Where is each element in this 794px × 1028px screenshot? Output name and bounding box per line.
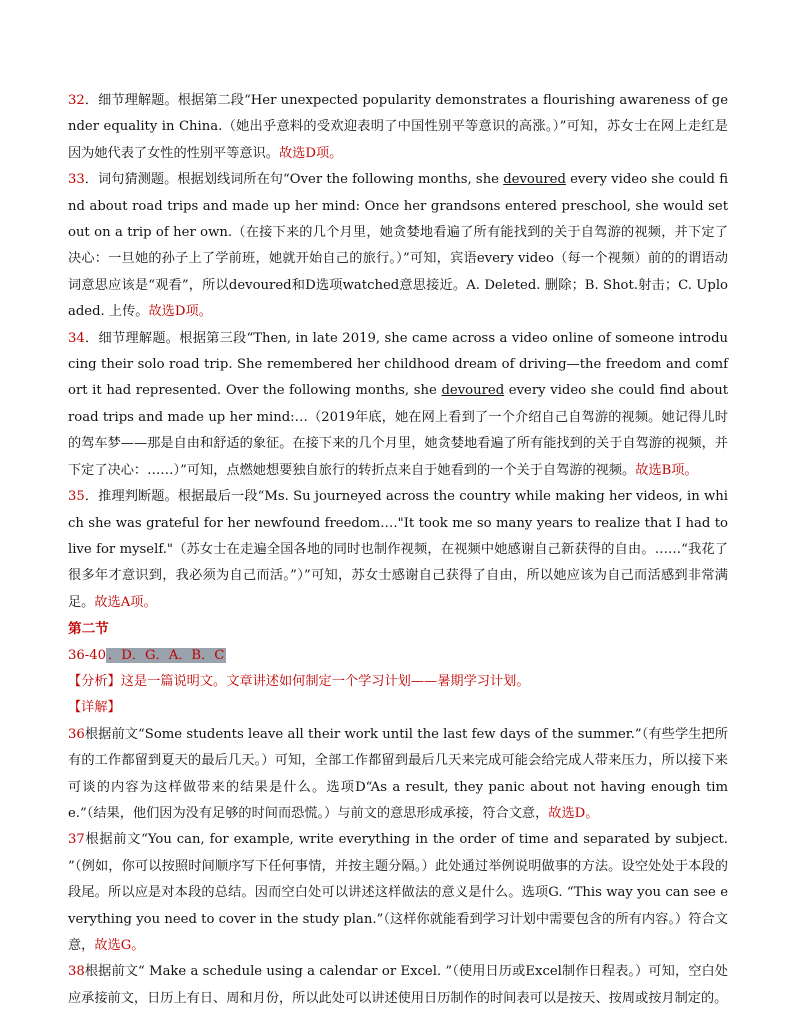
question-number: 35 — [68, 489, 85, 505]
q32-paragraph — [68, 88, 728, 167]
q33-paragraph — [68, 167, 728, 325]
q38-paragraph — [68, 959, 728, 1012]
question-number: 32 — [68, 93, 85, 108]
explanation-text: 根据前文“You can, for example, write everything in the order of time and separated by subject. ”（例如，你可以按照时间顺序写下任何事情，并按主题分隔。）此处通过举例说明做事的方法。设空处处于本段的段尾。所以应是对本段的总结。因而空白处可以讲述这样做法的意义是什么。选项G. “This way you can see everything you need to cover in the study plan.”（这样你就能看到学习计划中需要包含的所有内容。）符合文意， — [68, 832, 728, 953]
explanation-text: ．推理判断题。根据最后一段“Ms. Su journeyed across the country while making her videos, in which she was grateful for her newfound freedom.…"It took me so many years to realize that I had to live for myself."（苏女士在走遍全国各地的同时也制作视频，在视频中她感谢自己新获得的自由。……“我花了很多年才意识到，我必须为自己而活。”）”可知，苏女士感谢自己获得了自由，所以她应该为自己而活感到非常满足。 — [68, 489, 728, 610]
question-number: 36 — [68, 726, 85, 742]
answer-key: ．D．G．A．B．C — [108, 647, 225, 663]
explanation-text: every video she could find about road trips and made up her mind:…（2019年底，她在网上看到了一个介绍自己自驾游的视频。她记得儿时的驾车梦——那是自由和舒适的象征。在接下来的几个月里，她贪婪地看遍了所有能找到的关于自驾游的视频，并下定了决心：……）”可知，点燃她想要独自旅行的转折点来自于她看到的一个关于自驾游的视频。 — [68, 383, 728, 478]
answer-text: 故选D项。 — [279, 145, 343, 161]
explanation-text: ．词句猜测题。根据划线词所在句“Over the following months, she — [84, 172, 504, 188]
analysis-text: 这是一篇说明文。文章讲述如何制定一个学习计划——暑期学习计划。 — [120, 673, 530, 689]
analysis-tag: 【分析】 — [68, 673, 121, 689]
question-number: 33 — [68, 172, 85, 188]
question-number: 38 — [68, 964, 85, 980]
detail-tag: 【详解】 — [68, 700, 121, 716]
answer-sheet — [68, 88, 728, 1012]
detail-heading — [68, 695, 728, 721]
underlined-word: devoured — [441, 383, 505, 399]
q36-paragraph — [68, 722, 728, 828]
q34-paragraph — [68, 326, 728, 484]
explanation-text: every video she could find about road trips and made up her mind: Once her grandsons entered preschool, she would set out on a trip of her own.（在接下来的几个月里，她贪婪地看遍了所有能找到的关于自驾游的视频，并下定了决心：一旦她的孙子上了学前班，她就开始自己的旅行。）”可知，宾语every video（每一个视频）前的的谓语动词意思应该是“观看”，所以devoured和D选项watched意思接近。A. Deleted. 删除；B. Shot.射击；C. Uploaded. 上传。 — [68, 172, 729, 320]
section-answers — [68, 643, 728, 669]
question-number: 34 — [68, 330, 85, 346]
explanation-text: 根据前文“Some students leave all their work until the last few days of the summer.”（有些学生把所有的工作都留到夏天的最后几天。）可知，全部工作都留到最后几天来完成可能会给完成人带来压力，所以接下来可谈的内容为这样做带来的结果是什么。选项D“As a result, they panic about not having enough time.”（结果，他们因为没有足够的时间而恐慌。）与前文的意思形成承接，符合文意， — [68, 726, 728, 821]
section-title: 第二节 — [68, 621, 109, 638]
analysis-paragraph — [68, 669, 728, 695]
answer-range: 36-40 — [68, 647, 107, 663]
underlined-word: devoured — [503, 172, 566, 188]
answer-text: 故选A项。 — [94, 594, 157, 610]
question-number: 37 — [68, 832, 85, 848]
answer-text: 故选D。 — [548, 805, 599, 821]
explanation-text: ．细节理解题。根据第二段“Her unexpected popularity demonstrates a flourishing awareness of gender equality in China.（她出乎意料的受欢迎表明了中国性别平等意识的高涨。）”可知，苏女士在网上走红是因为她代表了女性的性别平等意识。 — [68, 93, 728, 161]
explanation-text: ．细节理解题。根据第三段“Then, in late 2019, she came across a video online of someone introducing their solo road trip. She remembered her childhood dream of driving—the freedom and comfort it had represented. Over the following months, she — [68, 330, 728, 399]
q35-paragraph — [68, 484, 728, 616]
explanation-text: 根据前文“ Make a schedule using a calendar or Excel. ”（使用日历或Excel制作日程表。）可知，空白处应承接前文，日历上有日、周和月份，所以此处可以讲述使用日历制作的时间表可以是按天、按周或按月制定的。 — [68, 964, 728, 1006]
answer-text: 故选D项。 — [148, 304, 212, 320]
answer-text: 故选B项。 — [635, 462, 698, 478]
q37-paragraph — [68, 827, 728, 959]
answer-text: 故选G。 — [94, 938, 145, 953]
